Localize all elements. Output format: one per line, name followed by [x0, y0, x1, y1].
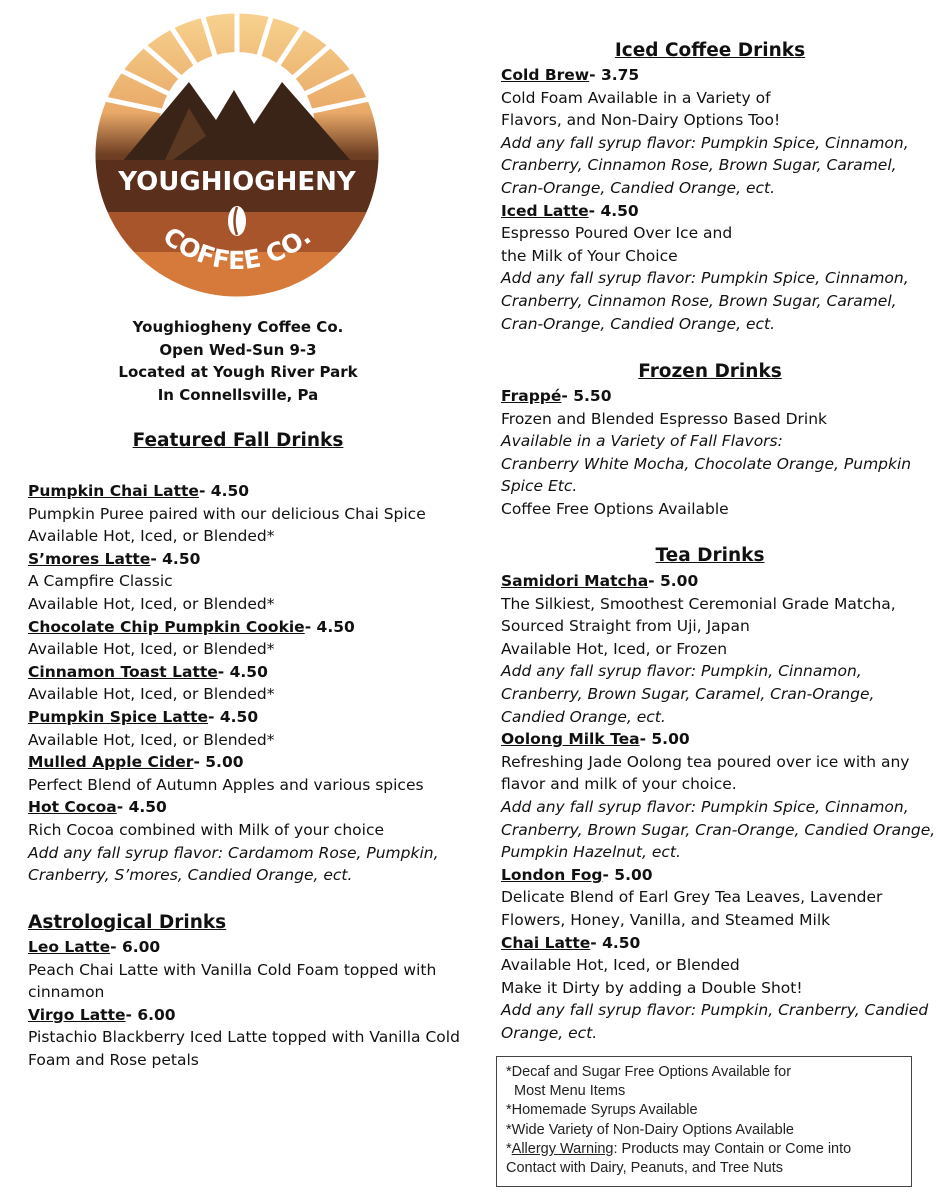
- menu-item: [501, 200, 941, 336]
- allergy-label: Allergy Warning: [511, 1140, 614, 1157]
- item-name: S’mores Latte: [28, 549, 151, 568]
- item-desc: Cold Foam Available in a Variety of: [501, 88, 771, 107]
- item-price: - 6.00: [110, 938, 161, 956]
- item-name: Leo Latte: [28, 938, 111, 956]
- item-price: - 4.50: [588, 201, 639, 220]
- item-desc: Flowers, Honey, Vanilla, and Steamed Milk: [501, 910, 831, 929]
- frozen-title: Frozen Drinks: [638, 361, 782, 382]
- item-note: Add any fall syrup flavor: Pumpkin, Cinnamon,: [501, 662, 862, 681]
- menu-item: [501, 64, 941, 200]
- item-desc: Available Hot, Iced, or Frozen: [501, 639, 728, 658]
- astrological-title: Astrological Drinks: [28, 912, 227, 933]
- item-note: Add any fall syrup flavor: Pumpkin Spice, Cinnamon,: [501, 133, 909, 152]
- business-hours: Open Wed-Sun 9-3: [159, 340, 317, 359]
- item-note: Spice Etc.: [501, 477, 578, 496]
- menu-item: [501, 864, 941, 932]
- item-note: Add any fall syrup flavor: Pumpkin Spice, Cinnamon,: [501, 797, 909, 816]
- business-location: Located at Yough River Park: [118, 363, 358, 381]
- item-price: - 5.00: [193, 753, 244, 772]
- item-note: Cran-Orange, Candied Orange, ect.: [501, 178, 776, 197]
- item-price: - 5.50: [561, 387, 612, 405]
- item-name: Pumpkin Spice Latte: [28, 707, 209, 726]
- item-name: Oolong Milk Tea: [501, 730, 640, 749]
- note-syrups: *Homemade Syrups Available: [506, 1102, 698, 1119]
- item-name: Cold Brew: [501, 66, 590, 84]
- item-desc: the Milk of Your Choice: [501, 246, 678, 265]
- coffee-bean-icon: [228, 206, 246, 236]
- item-note: Cranberry, Brown Sugar, Cran-Orange, Candied Orange,: [501, 820, 936, 839]
- item-price: - 4.50: [208, 707, 259, 726]
- item-price: - 4.50: [116, 798, 167, 817]
- item-price: - 4.50: [590, 933, 641, 952]
- item-desc: The Silkiest, Smoothest Ceremonial Grade Matcha,: [501, 594, 896, 613]
- menu-item: [28, 661, 468, 706]
- item-name: Mulled Apple Cider: [28, 753, 194, 772]
- item-price: - 4.50: [304, 617, 355, 636]
- item-name: Chai Latte: [501, 933, 591, 952]
- item-price: - 5.00: [602, 865, 653, 884]
- menu-item: [28, 1004, 468, 1072]
- notes-box: [496, 1056, 912, 1187]
- item-name: Frappé: [501, 387, 562, 405]
- note-allergy-cont: Contact with Dairy, Peanuts, and Tree Nuts: [506, 1160, 783, 1177]
- item-price: - 3.75: [589, 66, 640, 84]
- note-nondairy: *Wide Variety of Non-Dairy Options Available: [506, 1121, 794, 1138]
- item-desc: Available Hot, Iced, or Blended*: [28, 640, 275, 659]
- item-desc: Rich Cocoa combined with Milk of your choice: [28, 820, 385, 839]
- item-note: Add any fall syrup flavor: Pumpkin Spice, Cinnamon,: [501, 269, 909, 288]
- item-note: Add any fall syrup flavor: Pumpkin, Cranberry, Candied: [501, 1001, 929, 1020]
- frozen-item: [501, 385, 941, 521]
- item-name: Hot Cocoa: [28, 798, 117, 817]
- menu-item: [28, 796, 468, 886]
- logo-subtitle: COFFEE CO.: [157, 221, 317, 276]
- logo-title: YOUGHIOGHENY: [118, 167, 356, 197]
- tea-list: [501, 570, 941, 1044]
- menu-item: [28, 751, 468, 796]
- menu-item: [501, 932, 941, 1045]
- item-name: Samidori Matcha: [501, 572, 649, 590]
- item-price: - 5.00: [648, 572, 699, 590]
- item-desc: Delicate Blend of Earl Grey Tea Leaves, Lavender: [501, 888, 883, 907]
- item-desc: Available Hot, Iced, or Blended: [501, 956, 740, 975]
- item-desc: Available Hot, Iced, or Blended*: [28, 730, 275, 749]
- menu-item: [501, 728, 941, 864]
- item-desc: Available Hot, Iced, or Blended*: [28, 685, 275, 704]
- item-price: - 4.50: [217, 662, 268, 681]
- item-note: Cranberry, Brown Sugar, Caramel, Cran-Orange,: [501, 684, 875, 703]
- item-desc: Peach Chai Latte with Vanilla Cold Foam topped with: [28, 960, 437, 979]
- item-desc: Coffee Free Options Available: [501, 499, 729, 518]
- item-desc: Pistachio Blackberry Iced Latte topped with Vanilla Cold: [28, 1028, 460, 1047]
- item-note: Cranberry, Cinnamon Rose, Brown Sugar, Caramel,: [501, 291, 897, 310]
- menu-item: [28, 936, 468, 1004]
- featured-list: [28, 480, 468, 887]
- item-desc: Espresso Poured Over Ice and: [501, 224, 733, 243]
- business-name: Youghiogheny Coffee Co.: [132, 318, 344, 336]
- iced-list: [501, 64, 941, 335]
- item-name: Chocolate Chip Pumpkin Cookie: [28, 617, 305, 636]
- item-desc: Flavors, and Non-Dairy Options Too!: [501, 111, 781, 130]
- item-note: Cran-Orange, Candied Orange, ect.: [501, 314, 776, 333]
- item-name: Virgo Latte: [28, 1005, 126, 1024]
- item-desc: flavor and milk of your choice.: [501, 775, 737, 794]
- item-desc: A Campfire Classic: [28, 572, 173, 591]
- item-desc: Pumpkin Puree paired with our delicious Chai Spice: [28, 504, 426, 523]
- item-desc: Available Hot, Iced, or Blended*: [28, 594, 275, 613]
- item-desc: Foam and Rose petals: [28, 1050, 199, 1069]
- menu-item: [28, 480, 468, 548]
- item-note: Orange, ect.: [501, 1023, 598, 1042]
- item-note: Cranberry, S’mores, Candied Orange, ect.: [28, 866, 353, 885]
- note-decaf-cont: Most Menu Items: [514, 1083, 626, 1100]
- item-name: Cinnamon Toast Latte: [28, 662, 218, 681]
- item-name: Iced Latte: [501, 201, 589, 220]
- item-desc: Sourced Straight from Uji, Japan: [501, 617, 750, 636]
- item-price: - 4.50: [150, 549, 201, 568]
- menu-item: [28, 616, 468, 661]
- note-decaf: *Decaf and Sugar Free Options Available for: [506, 1064, 792, 1080]
- featured-title: Featured Fall Drinks: [132, 430, 344, 451]
- item-desc: Frozen and Blended Espresso Based Drink: [501, 409, 828, 428]
- business-city: In Connellsville, Pa: [157, 385, 319, 404]
- menu-item: [501, 570, 941, 728]
- item-note: Add any fall syrup flavor: Cardamom Rose, Pumpkin,: [28, 843, 439, 862]
- menu-item: [28, 548, 468, 616]
- iced-title: Iced Coffee Drinks: [614, 40, 806, 61]
- item-desc: Make it Dirty by adding a Double Shot!: [501, 978, 803, 997]
- item-note: Cranberry, Cinnamon Rose, Brown Sugar, Caramel,: [501, 156, 897, 175]
- allergy-text: : Products may Contain or Come into: [613, 1140, 852, 1157]
- business-info: [28, 316, 448, 406]
- item-name: Pumpkin Chai Latte: [28, 482, 199, 500]
- menu-item: [28, 706, 468, 751]
- company-logo: [94, 12, 380, 298]
- item-desc: Refreshing Jade Oolong tea poured over ice with any: [501, 752, 910, 771]
- item-note: Available in a Variety of Fall Flavors:: [501, 432, 783, 451]
- note-allergy: *Allergy Warning: Products may Contain or Come into: [506, 1140, 852, 1157]
- item-desc: Available Hot, Iced, or Blended*: [28, 527, 275, 546]
- item-desc: cinnamon: [28, 983, 105, 1002]
- tea-title: Tea Drinks: [655, 545, 765, 566]
- item-price: - 5.00: [639, 730, 690, 749]
- astrological-list: [28, 936, 468, 1072]
- item-note: Pumpkin Hazelnut, ect.: [501, 843, 681, 862]
- item-note: Cranberry White Mocha, Chocolate Orange, Pumpkin: [501, 454, 912, 473]
- item-price: - 4.50: [198, 482, 250, 500]
- item-name: London Fog: [501, 865, 603, 884]
- item-note: Candied Orange, ect.: [501, 707, 666, 726]
- item-price: - 6.00: [125, 1005, 176, 1024]
- item-desc: Perfect Blend of Autumn Apples and various spices: [28, 775, 424, 794]
